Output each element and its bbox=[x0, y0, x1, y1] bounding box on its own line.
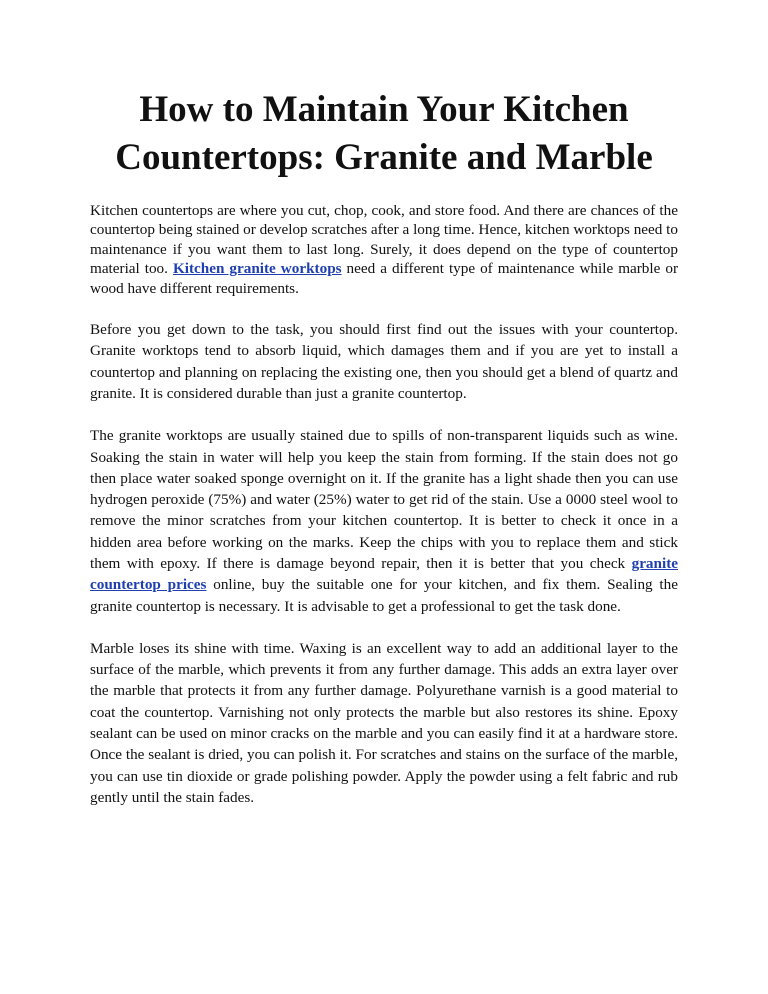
paragraph-intro-text-before: Kitchen countertops are where you cut, chop, cook, and store food. And there are chances of the countertop being stained or develop scratches after a long time. Hence, kitchen worktops need to maintenance if you want them to last long. Surely, it does depend on the type of countertop material too. bbox=[90, 202, 678, 278]
paragraph-granite-text-after: online, buy the suitable one for your kitchen, and fix them. Sealing the granite countertop is necessary. It is advisable to get a professional to get the task done. bbox=[90, 576, 678, 615]
document-page bbox=[90, 86, 678, 829]
granite-countertop-prices-link[interactable]: granite countertop prices bbox=[90, 555, 678, 594]
paragraph-intro-text-after: need a different type of maintenance while marble or wood have different requirements. bbox=[90, 260, 679, 297]
paragraph-issues: Before you get down to the task, you should first find out the issues with your countertop. Granite worktops tend to absorb liquid, which damages them and if you are yet to install a countertop and planning on replacing the existing one, then you should get a blend of quartz and granite. It is considered durable than just a granite countertop. bbox=[90, 321, 678, 402]
paragraph-intro bbox=[90, 201, 678, 298]
paragraph-granite-care bbox=[90, 425, 678, 617]
kitchen-granite-worktops-link[interactable]: Kitchen granite worktops bbox=[172, 260, 342, 278]
paragraph-marble-care: Marble loses its shine with time. Waxing is an excellent way to add an additional layer to the surface of the marble, which prevents it from any further damage. This adds an extra layer over the marble that protects it from any further damage. Polyurethane varnish is a good material to coat the countertop. Varnishing not only protects the marble but also restores its shine. Epoxy sealant can be used on minor cracks on the marble and you can easily find it at a hardware store. Once the sealant is dried, you can polish it. For scratches and stains on the surface of the marble, you can use tin dioxide or grade polishing powder. Apply the powder using a felt fabric and rub gently until the stain fades. bbox=[90, 639, 678, 806]
article-title: How to Maintain Your Kitchen Countertops: Granite and Marble bbox=[115, 89, 653, 178]
paragraph-granite-text-before: The granite worktops are usually stained due to spills of non-transparent liquids such as wine. Soaking the stain in water will help you keep the stain from forming. If the stain does not go then place water soaked sponge overnight on it. If the granite has a light shade then you can use hydrogen peroxide (75%) and water (25%) water to get rid of the stain. Use a 0000 steel wool to remove the minor scratches from your kitchen countertop. It is better to check it once in a hidden area before working on the marks. Keep the chips with you to replace them and stick them with epoxy. If there is damage beyond repair, then it is better that you check bbox=[90, 427, 678, 572]
